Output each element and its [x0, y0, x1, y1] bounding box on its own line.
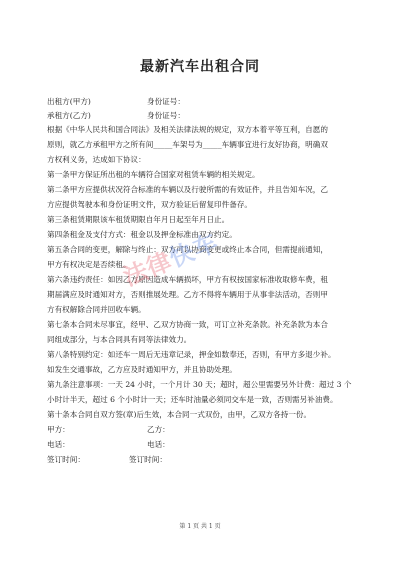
clause-5-line-1: 第五条合同的变更，解除与终止：双方可以协商变更或终止本合同，但需提前通知，: [47, 245, 328, 254]
party-b-phone-label: 电话：: [147, 440, 170, 449]
clause-2-line-1: 第二条甲方应提供状况符合标准的车辆以及行驶所需的有效证件，并且告知车况，乙: [47, 185, 328, 194]
clause-1: 第一条甲方保证所出租的车辆符合国家对租赁车辆的相关规定。: [47, 170, 260, 179]
preamble-line-3: 方权利义务，达成如下协议：: [47, 155, 146, 164]
document-title: 最新汽车出租合同: [140, 59, 260, 75]
party-b-date-label: 签订时间：: [129, 455, 167, 464]
party-a-phone-label: 电话：: [47, 440, 70, 449]
page-footer: 第 1 页 共 1 页: [179, 523, 221, 530]
preamble-line-1: 根据《中华人民共和国合同法》及相关法律法规的规定，双方本着平等互利，自愿的: [47, 125, 328, 134]
lessor-id-label: 身份证号：: [147, 97, 185, 106]
clause-3: 第三条租赁期限该车租赁期限自年月日起至年月日止。: [47, 215, 230, 224]
sign-date-row: [47, 454, 367, 465]
party-a-signature-label: 甲方：: [47, 425, 70, 434]
clause-4: 第四条租金及支付方式：租金以及押金标准由双方约定。: [47, 230, 237, 239]
clause-8-line-2: 如发生交通事故，乙方应及时通知甲方，并且协助处理。: [47, 365, 237, 374]
lessor-label: 出租方(甲方): [47, 97, 91, 106]
signature-row: [47, 424, 367, 435]
party-a-date-label: 签订时间：: [47, 455, 85, 464]
lessee-row: [47, 110, 367, 121]
clause-7-line-1: 第七条本合同未尽事宜，经甲、乙双方协商一致，可订立补充条款。补充条款为本合: [47, 320, 328, 329]
preamble-line-2: 原则，就乙方承租甲方之所有间_____车架号为_____车辆事宜进行友好协商，明确双: [47, 140, 328, 149]
clause-6-line-2: 期届满应及时通知对方，否则推展处理。乙方不得将车辆用于从事非法活动，否则甲: [47, 290, 328, 299]
watermark-part-b: 快车: [165, 228, 223, 273]
party-b-signature-label: 乙方：: [147, 425, 170, 434]
clause-2-line-2: 方应提供驾驶本和身份证明文件，双方验证后留复印件备存。: [47, 200, 253, 209]
lessee-label: 承租方(乙方): [47, 111, 91, 120]
lessee-id-label: 身份证号：: [147, 111, 185, 120]
clause-5-line-2: 甲方有权决定是否续租。: [47, 260, 131, 269]
phone-row: [47, 439, 367, 450]
clause-8-line-1: 第八条特别约定：如还车一周后无违章记录，押金如数奉还，否则，有甲方多退少补。: [47, 350, 336, 359]
clause-6-line-1: 第六条违约责任：如因乙方原因造成车辆损坏，甲方有权按国家标准收取修车费，租: [47, 275, 328, 284]
clause-6-line-3: 方有权解除合同并回收车辆。: [47, 305, 146, 314]
clause-7-line-2: 同组成部分，与本合同具有同等法律效力。: [47, 335, 192, 344]
lessor-row: [47, 96, 367, 107]
clause-10: 第十条本合同自双方签(章)后生效，本合同一式双份，由甲，乙双方各持一份。: [47, 410, 312, 419]
clause-9-line-2: 小时计半天，超过 6 个小时计一天；还车时油量必须同交车是一致，否则需另补油费。: [47, 395, 338, 404]
clause-9-line-1: 第九条注意事项：一天 24 小时，一个月计 30 天；超时，超公里需要另外计费：超过 3 个: [47, 380, 352, 389]
watermark-part-a: 法律: [119, 246, 177, 292]
